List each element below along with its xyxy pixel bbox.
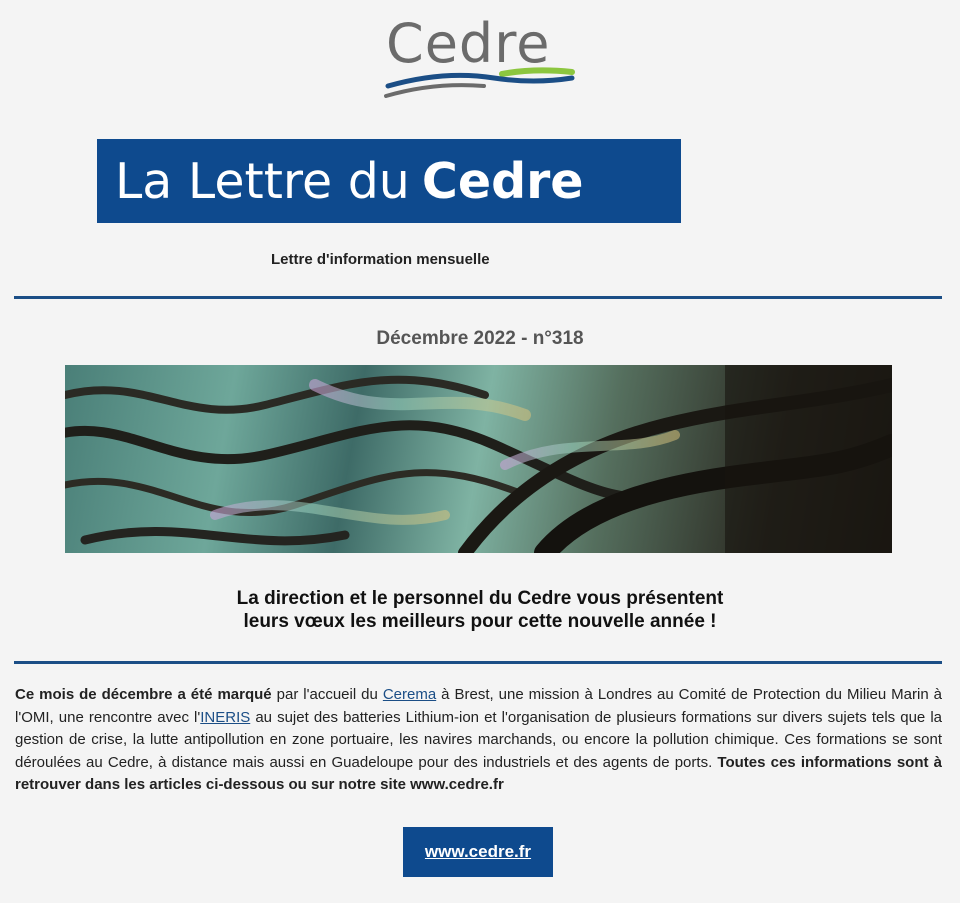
intro-text-2: à Brest, une mission à Londres au Comité de Protection du Milieu Marin à l'OMI, une rencontre avec l' (15, 686, 942, 726)
website-button[interactable]: www.cedre.fr (403, 827, 553, 877)
banner-bold: Cedre (421, 152, 584, 210)
wave-icon (384, 64, 576, 98)
newsletter-banner (97, 139, 681, 223)
divider-top (14, 296, 942, 299)
greeting-message (0, 587, 960, 633)
cedre-logo (384, 12, 576, 98)
issue-title: Décembre 2022 - n°318 (376, 328, 584, 349)
ineris-link[interactable]: INERIS (200, 708, 251, 726)
greeting-line-2: leurs vœux les meilleurs pour cette nouvelle année ! (243, 611, 717, 632)
intro-text-3: au sujet des batteries Lithium-ion et l'organisation de plusieurs formations sur divers sujets tels que la gestion de crise, la lutte antipollution en zone portuaire, les navires marchands, ou encore la pollution chimique. Ces formations se sont déroulées au Cedre, à distance mais aussi en Guadeloupe pour des industriels et des agents de ports. (15, 708, 942, 771)
cerema-link[interactable]: Cerema (382, 686, 437, 703)
intro-lead: Ce mois de décembre a été marqué (15, 686, 272, 703)
intro-closing: Toutes ces informations sont à retrouver dans les articles ci-dessous ou sur notre site www.cedre.fr (15, 753, 942, 794)
divider-middle (14, 661, 942, 664)
logo-text: Cedre (386, 12, 551, 75)
hero-image (65, 365, 892, 553)
intro-paragraph (15, 684, 942, 797)
newsletter-subtitle: Lettre d'information mensuelle (271, 251, 490, 268)
intro-text-1: par l'accueil du (271, 686, 383, 703)
greeting-line-1: La direction et le personnel du Cedre vous présentent (236, 588, 724, 609)
oil-swirl-image (65, 365, 892, 553)
banner-prefix: La Lettre du (115, 152, 410, 210)
